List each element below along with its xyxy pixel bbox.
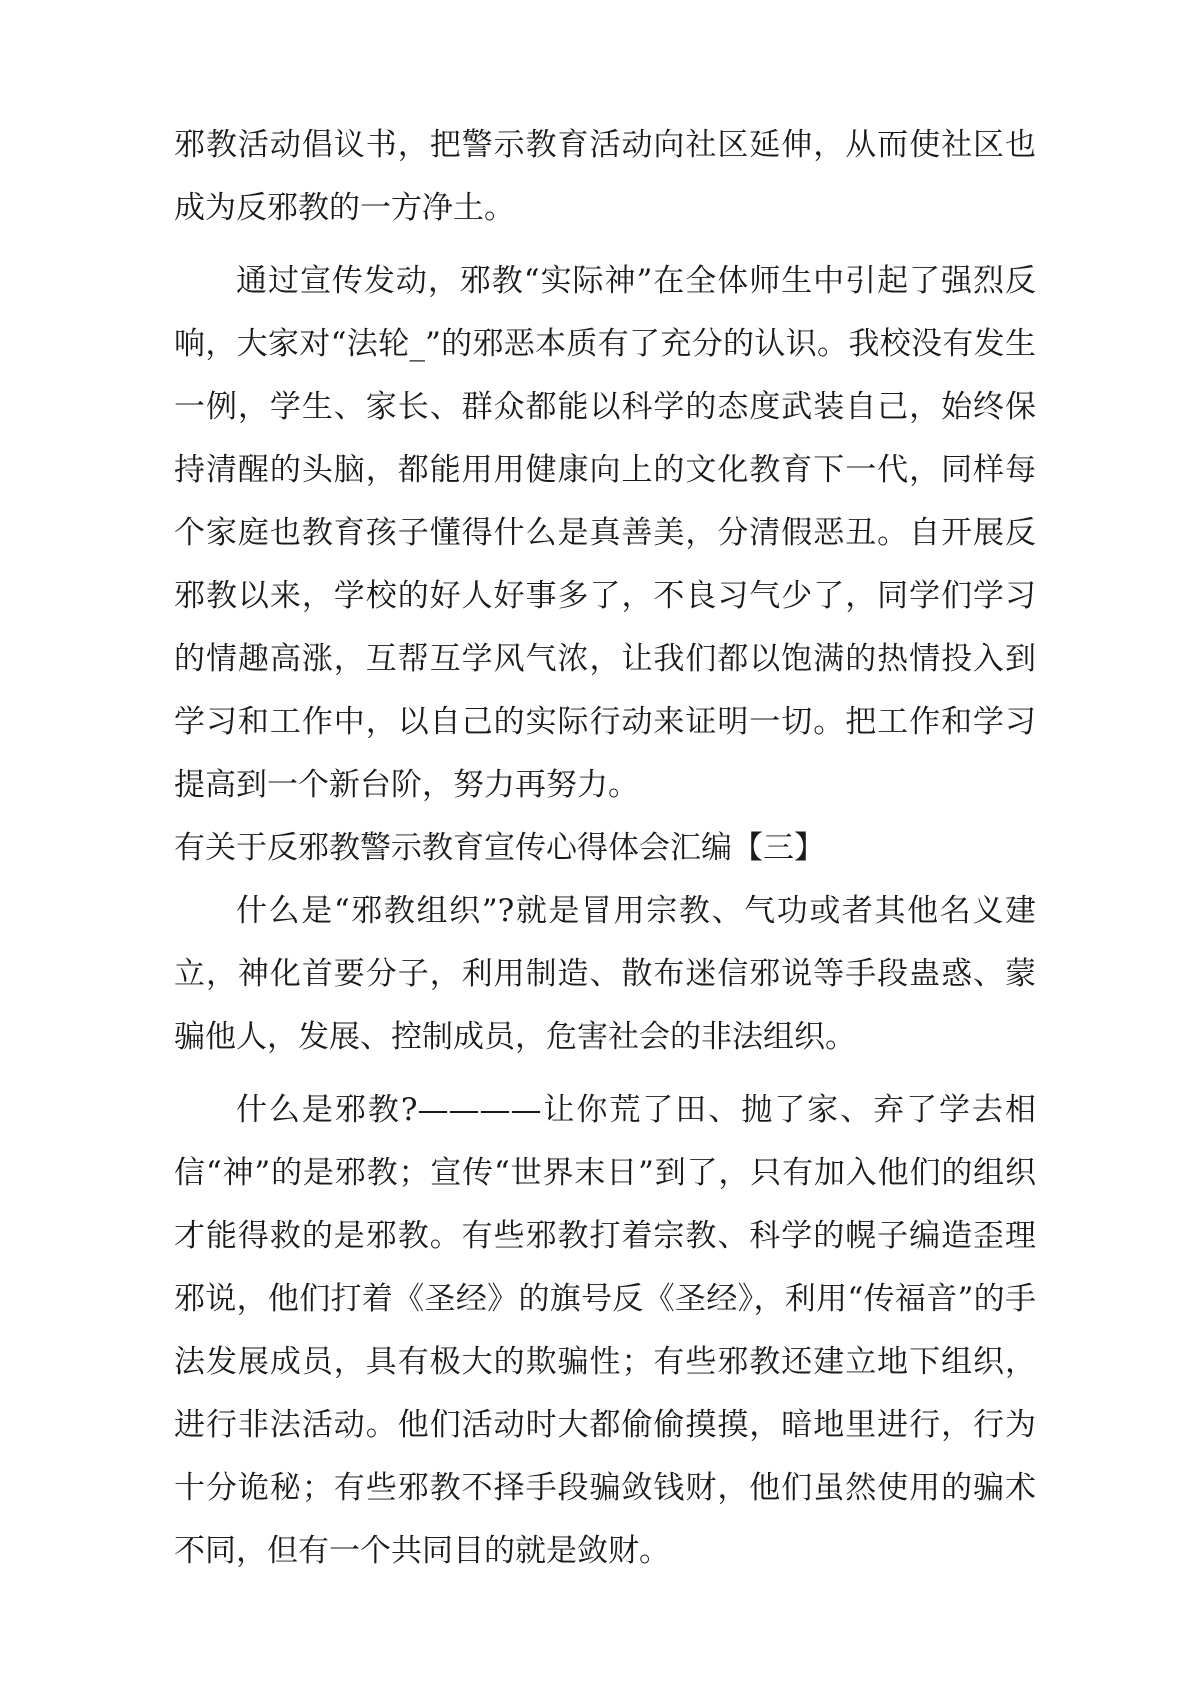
paragraph-continuation: 邪教活动倡议书，把警示教育活动向社区延伸，从而使社区也成为反邪教的一方净土。 <box>174 127 1036 226</box>
paragraph-what-is-cult: 什么是邪教?————让你荒了田、抛了家、弃了学去相信“神”的是邪教；宣传“世界末日”到了，只有加入他们的组织才能得救的是邪教。有些邪教打着宗教、科学的幌子编造歪理邪说，他们打着《圣经》的旗号反《圣经》，利用“传福音”的手法发展成员，具有极大的欺骗性；有些邪教还建立地下组织，进行非法活动。他们活动时大都偷偷摸摸，暗地里进行，行为十分诡秘；有些邪教不择手段骗敛钱财，他们虽然使用的骗术不同，但有一个共同目的就是敛财。 <box>174 1092 1036 1569</box>
document-body <box>174 114 1036 1583</box>
paragraph-cult-organization-definition: 什么是“邪教组织”?就是冒用宗教、气功或者其他名义建立，神化首要分子，利用制造、散布迷信邪说等手段蛊惑、蒙骗他人，发展、控制成员，危害社会的非法组织。 <box>174 893 1036 1055</box>
paragraph-propaganda-results: 通过宣传发动，邪教“实际神”在全体师生中引起了强烈反响，大家对“法轮_”的邪恶本质有了充分的认识。我校没有发生一例，学生、家长、群众都能以科学的态度武装自己，始终保持清醒的头脑，都能用用健康向上的文化教育下一代，同样每个家庭也教育孩子懂得什么是真善美，分清假恶丑。自开展反邪教以来，学校的好人好事多了，不良习气少了，同学们学习的情趣高涨，互帮互学风气浓，让我们都以饱满的热情投入到学习和工作中，以自己的实际行动来证明一切。把工作和学习提高到一个新台阶，努力再努力。 <box>174 263 1036 803</box>
section-heading: 有关于反邪教警示教育宣传心得体会汇编【三】 <box>174 830 825 866</box>
